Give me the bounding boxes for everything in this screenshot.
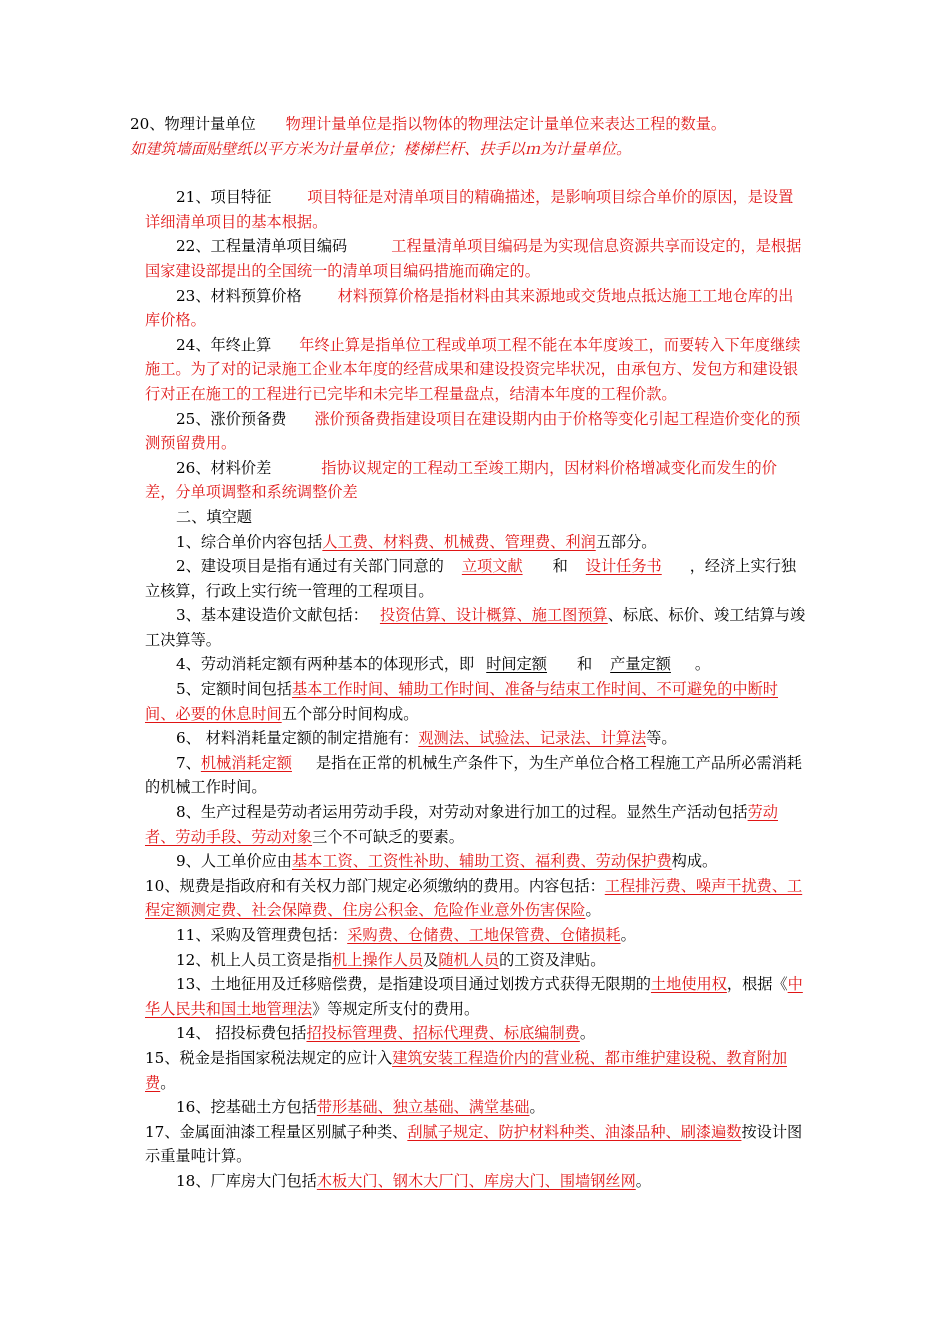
answer-text — [368, 606, 608, 624]
definition-text: 工程量清单项目编码是为实现信息资源共享而设定的，是根据国家建设部提出的全国统一的清单项目编码措施而确定的。 — [145, 237, 802, 280]
question-text: 1、综合单价内容包括 — [176, 532, 323, 551]
question-text: 。 — [585, 901, 601, 920]
example-text: 如建筑墙面贴壁纸以平方米为计量单位；楼梯栏杆、扶手以ｍ为计量单位。 — [130, 139, 632, 158]
term-label: 22、工程量清单项目编码 — [176, 237, 348, 256]
fill-item-10 — [145, 874, 807, 923]
definition-25 — [145, 407, 807, 456]
definition-20-example — [130, 137, 807, 162]
question-text: 11、采购及管理费包括： — [176, 926, 348, 944]
answer-text: 机械消耗定额 — [200, 753, 292, 772]
term-label: 26、材料价差 — [176, 458, 272, 477]
question-text: 7、 — [176, 753, 201, 772]
fill-item-14 — [145, 1021, 807, 1046]
question-text: 五部分。 — [595, 532, 657, 551]
fill-item-17 — [145, 1120, 807, 1169]
fill-item-11 — [145, 923, 807, 948]
question-text: 构成。 — [671, 852, 718, 871]
question-text: 17、金属面油漆工程量区别腻子种类、 — [145, 1122, 408, 1141]
answer-text: 基本工作时间、辅助工作时间、准备与结束工作时间、不可避免的中断时间、必要的休息时间 — [145, 680, 778, 723]
question-text: 16、挖基础土方包括 — [176, 1098, 317, 1117]
question-text: 15、税金是指国家税法规定的应计入 — [145, 1048, 393, 1067]
fill-item-6 — [145, 726, 807, 751]
term-label: 24、年终止算 — [176, 335, 272, 354]
question-text: 。 — [635, 1171, 651, 1190]
question-text: ，经济上实行独立核算，行政上实行统一管理的工程项目。 — [145, 557, 797, 600]
definition-20 — [130, 112, 807, 137]
answer-text: 劳动者、劳动手段、劳动对象 — [145, 803, 778, 846]
answer-text: 投资估算、设计概算、施工图预算 — [379, 606, 608, 625]
question-text: 、标底、标价、竣工结算与竣工决算等。 — [145, 606, 806, 649]
question-text: 和 — [576, 655, 593, 674]
question-text: 4、劳动消耗定额有两种基本的体现形式，即 — [176, 655, 475, 674]
answer-text: 建筑安装工程造价内的营业税、都市维护建设税、教育附加费 — [145, 1048, 788, 1092]
answer-text: 刮腻子规定、防护材料种类、油漆品种、刷漆遍数 — [407, 1122, 742, 1141]
question-text: 14、 招投标费包括 — [176, 1024, 307, 1043]
answer-text: 招投标管理费、招标代理费、标底编制费 — [306, 1024, 580, 1043]
definition-26 — [145, 456, 807, 505]
fill-item-9 — [145, 849, 807, 874]
question-text: 。 — [579, 1024, 596, 1043]
answer-text — [592, 655, 695, 673]
answer-text: 立项文献 — [461, 557, 523, 576]
answer-text: 随机人员 — [438, 950, 500, 969]
term-label: 20、物理计量单位 — [130, 115, 256, 133]
term-label: 23、材料预算价格 — [176, 286, 302, 305]
answer-text: 设计任务书 — [585, 557, 662, 576]
answer-text: 采购费、仓储费、工地保管费、仓储损耗 — [347, 926, 621, 944]
fill-item-15 — [145, 1046, 807, 1095]
answer-text — [444, 557, 553, 575]
answer-text — [568, 557, 690, 575]
fill-item-3 — [145, 603, 807, 652]
question-text: 8、生产过程是劳动者运用劳动手段，对劳动对象进行加工的过程。显然生产活动包括 — [176, 803, 748, 822]
question-text: 的工资及津贴。 — [499, 950, 606, 969]
section-title: 二、填空题 — [176, 507, 252, 526]
definition-24 — [145, 333, 807, 407]
definition-21 — [145, 185, 807, 234]
question-text: 12、机上人员工资是指 — [176, 950, 333, 969]
question-text: 。 — [160, 1073, 176, 1092]
fill-item-4 — [145, 652, 807, 677]
question-text: 和 — [552, 557, 568, 576]
definition-22 — [145, 234, 807, 283]
definition-text: 物理计量单位是指以物体的物理法定计量单位来表达工程的数量。 — [285, 115, 727, 133]
fill-item-13 — [145, 972, 807, 1021]
definition-text: 材料预算价格是指材料由其来源地或交货地点抵达施工工地仓库的出库价格。 — [145, 286, 794, 330]
question-text: 。 — [529, 1098, 545, 1117]
answer-text: 机上操作人员 — [332, 950, 424, 969]
answer-text — [201, 754, 316, 772]
question-text: 2、建设项目是指有通过有关部门同意的 — [176, 557, 444, 576]
fill-item-18 — [145, 1169, 807, 1194]
answer-text: 土地使用权 — [650, 975, 727, 994]
question-text: 6、 材料消耗量定额的制定措施有： — [176, 729, 419, 748]
question-text: 10、规费是指政府和有关权力部门规定必须缴纳的费用。内容包括： — [145, 876, 605, 895]
fill-item-12 — [145, 948, 807, 973]
question-text: 》等规定所支付的费用。 — [312, 999, 480, 1018]
question-text: 13、土地征用及迁移赔偿费，是指建设项目通过划拨方式获得无限期的 — [176, 975, 651, 994]
question-text: 是指在正常的机械生产条件下，为生产单位合格工程施工产品所必需消耗的机械工作时间。 — [145, 753, 802, 797]
answer-text: 基本工资、工资性补助、辅助工资、福利费、劳动保护费 — [291, 852, 672, 871]
document-page — [130, 112, 807, 1194]
definition-text: 年终止算是指单位工程或单项工程不能在本年度竣工，而要转入下年度继续施工。为了对的记录施工企业本年度的经营成果和建设投资完毕状况，由承包方、发包方和建设银行对正在施工的工程进行已完毕和未完毕工程量盘点，结清本年度的工程价款。 — [145, 335, 801, 403]
fill-item-7 — [145, 751, 807, 800]
answer-text: 观测法、试验法、记录法、计算法 — [418, 729, 647, 748]
definition-23 — [145, 284, 807, 333]
answer-text: 带形基础、独立基础、满堂基础 — [316, 1098, 530, 1117]
question-text: 5、定额时间包括 — [176, 680, 292, 699]
question-text: 18、厂库房大门包括 — [176, 1171, 317, 1190]
question-text: 。 — [694, 655, 711, 674]
fill-item-16 — [145, 1095, 807, 1120]
answer-text: 产量定额 — [610, 655, 671, 674]
answer-text: 中华人民共和国土地管理法 — [145, 975, 803, 1018]
answer-text — [474, 655, 577, 673]
question-text: 按设计图示重量吨计算。 — [145, 1122, 803, 1166]
blank-line — [145, 161, 807, 185]
question-text: 五个部分时间构成。 — [281, 704, 419, 723]
term-label: 21、项目特征 — [176, 188, 272, 207]
answer-text: 人工费、材料费、机械费、管理费、利润 — [322, 532, 596, 551]
question-text: 3、基本建设造价文献包括： — [176, 606, 368, 625]
question-text: 三个不可缺乏的要素。 — [312, 827, 464, 846]
fill-item-2 — [145, 554, 807, 603]
question-text: 。 — [620, 926, 636, 944]
fill-item-5 — [145, 677, 807, 726]
fill-item-1 — [145, 530, 807, 555]
fill-item-8 — [145, 800, 807, 849]
definition-text: 指协议规定的工程动工至竣工期内，因材料价格增减变化而发生的价差，分单项调整和系统调整价差 — [145, 458, 777, 502]
question-text: 等。 — [646, 729, 677, 748]
definition-text: 涨价预备费指建设项目在建设期内由于价格等变化引起工程造价变化的预测预留费用。 — [145, 409, 801, 453]
question-text: 及 — [423, 950, 439, 969]
answer-text: 工程排污费、噪声干扰费、工程定额测定费、社会保障费、住房公积金、危险作业意外伤害保险 — [145, 876, 803, 920]
question-text: 9、人工单价应由 — [176, 852, 292, 871]
question-text: ，根据《 — [726, 975, 788, 994]
answer-text: 时间定额 — [486, 655, 547, 674]
definition-text: 项目特征是对清单项目的精确描述，是影响项目综合单价的原因，是设置详细清单项目的基本根据。 — [145, 188, 794, 231]
term-label: 25、涨价预备费 — [176, 409, 287, 428]
answer-text: 木板大门、钢木大厂门、库房大门、围墙钢丝网 — [316, 1171, 636, 1190]
